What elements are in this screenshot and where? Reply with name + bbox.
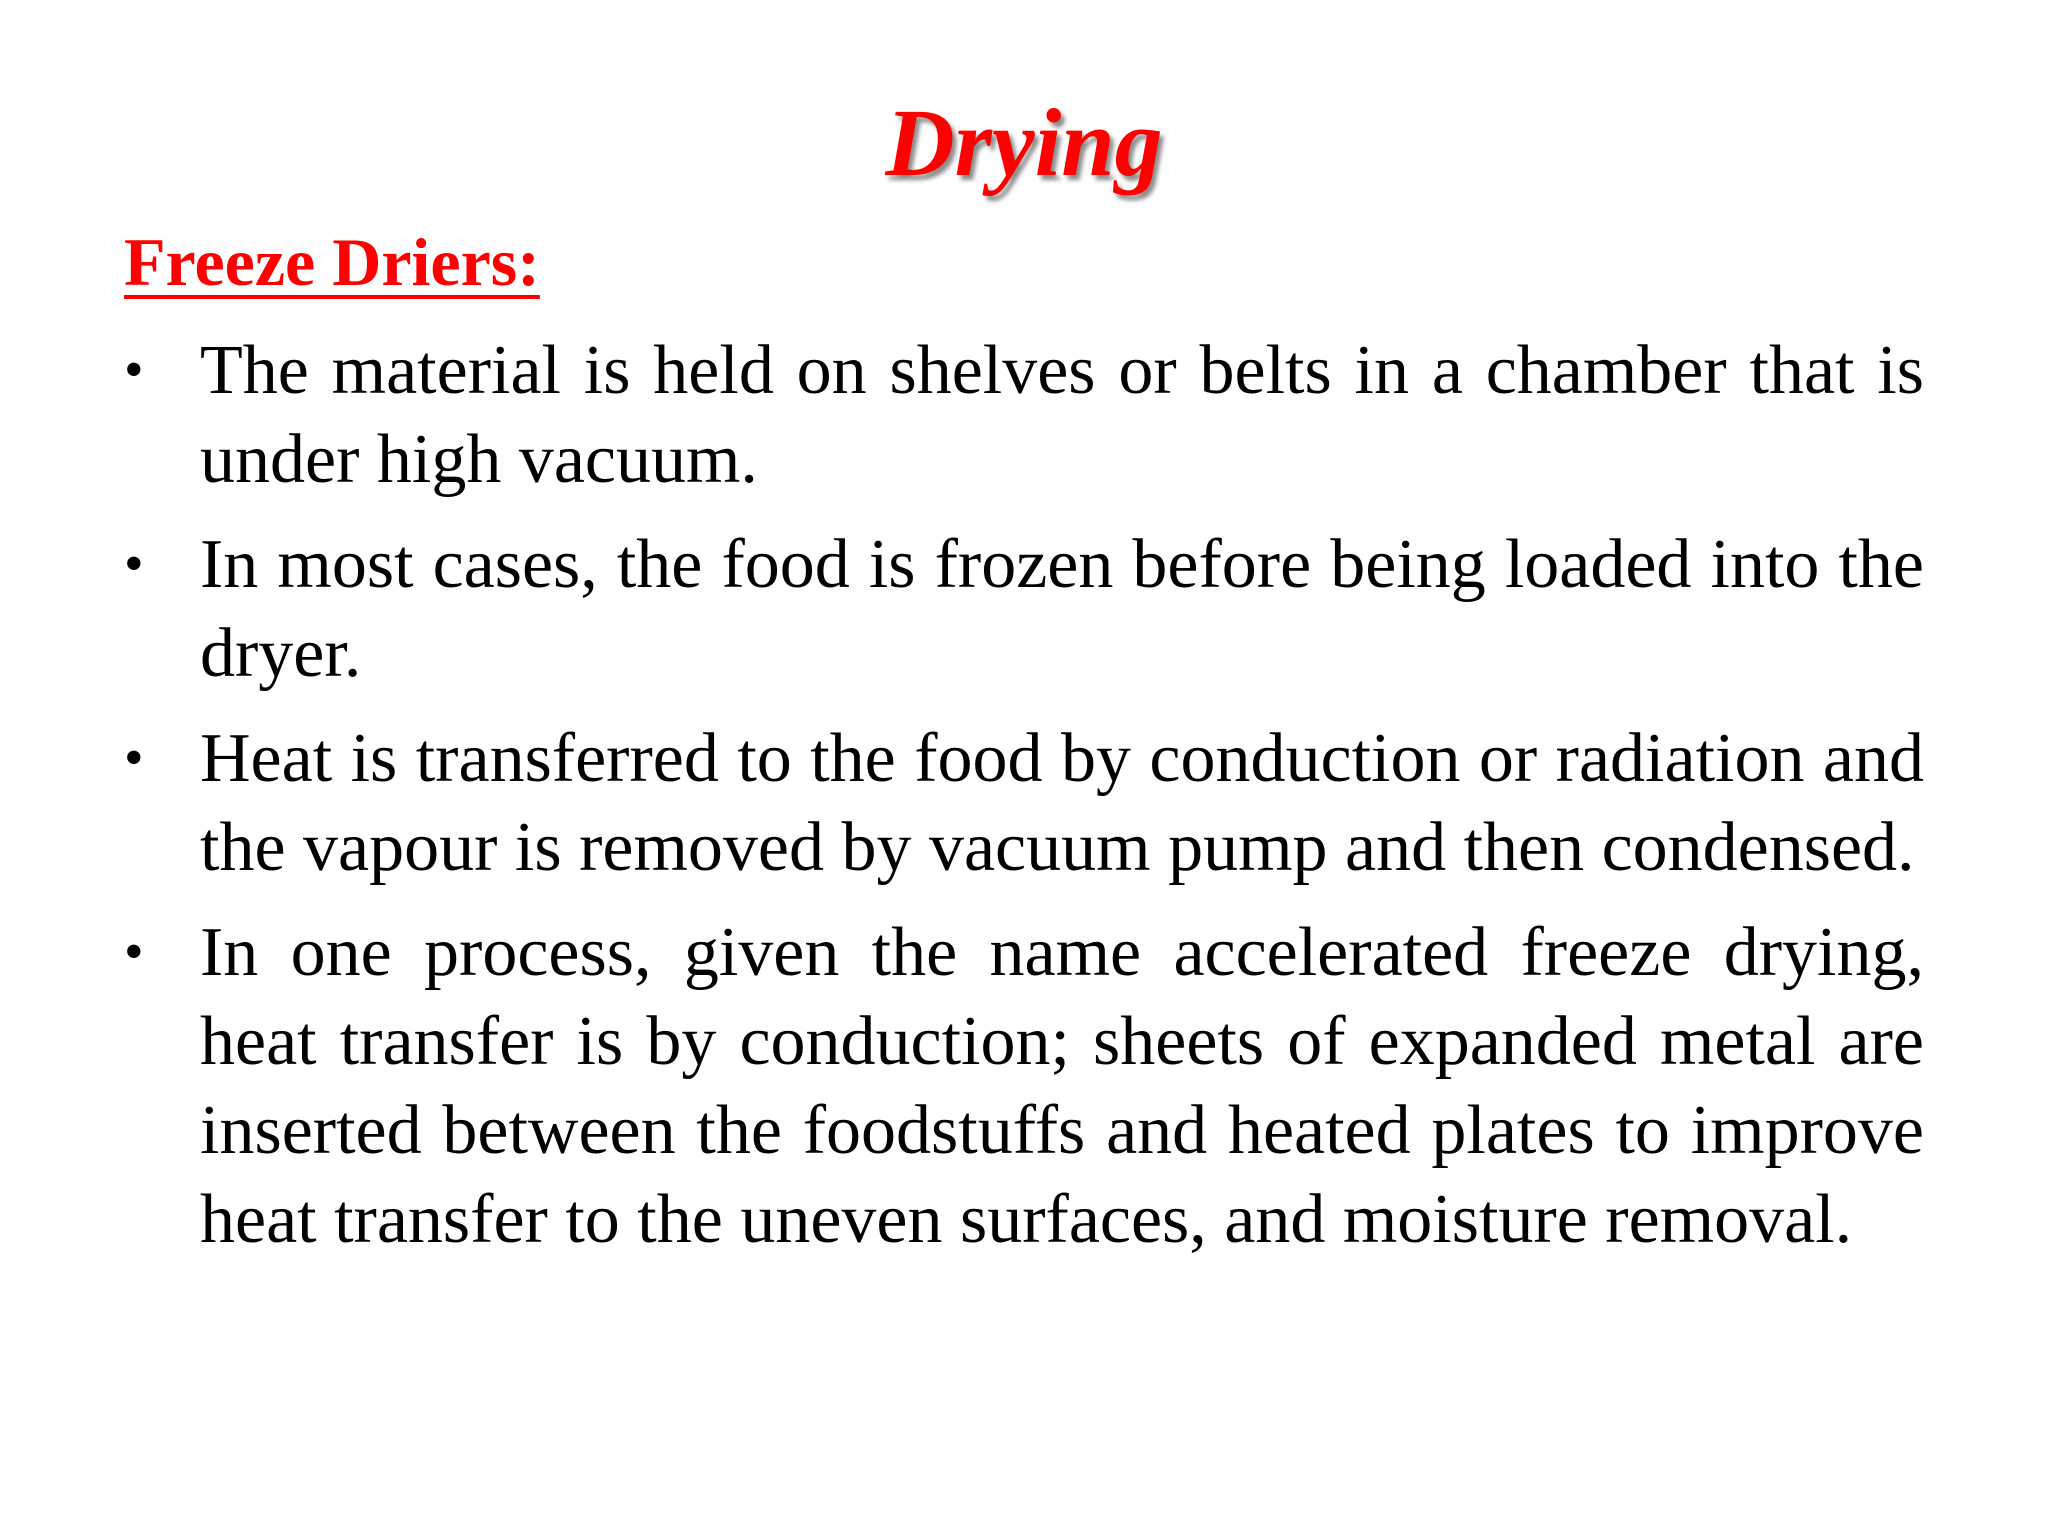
bullet-icon: • bbox=[124, 727, 144, 789]
bullet-text: The material is held on shelves or belts in a chamber that is under high vacuum. bbox=[200, 332, 1924, 498]
bullet-icon: • bbox=[124, 921, 144, 983]
slide-title: Drying bbox=[885, 89, 1163, 196]
bullet-icon: • bbox=[124, 339, 144, 401]
list-item bbox=[124, 326, 1924, 504]
section-heading: Freeze Driers: bbox=[124, 224, 540, 300]
list-item bbox=[124, 714, 1924, 892]
bullet-text: Heat is transferred to the food by conduction or radiation and the vapour is removed by vacuum pump and then condensed. bbox=[200, 720, 1924, 886]
list-item bbox=[124, 520, 1924, 698]
bullet-text: In one process, given the name accelerated freeze drying, heat transfer is by conduction; sheets of expanded metal are inserted between the foodstuffs and heated plates to improve heat transfer to the uneven surfaces, and moisture removal. bbox=[200, 914, 1924, 1258]
bullet-text: In most cases, the food is frozen before being loaded into the dryer. bbox=[200, 526, 1924, 692]
bullet-icon: • bbox=[124, 533, 144, 595]
list-item bbox=[124, 908, 1924, 1264]
bullet-list bbox=[124, 326, 1924, 1280]
